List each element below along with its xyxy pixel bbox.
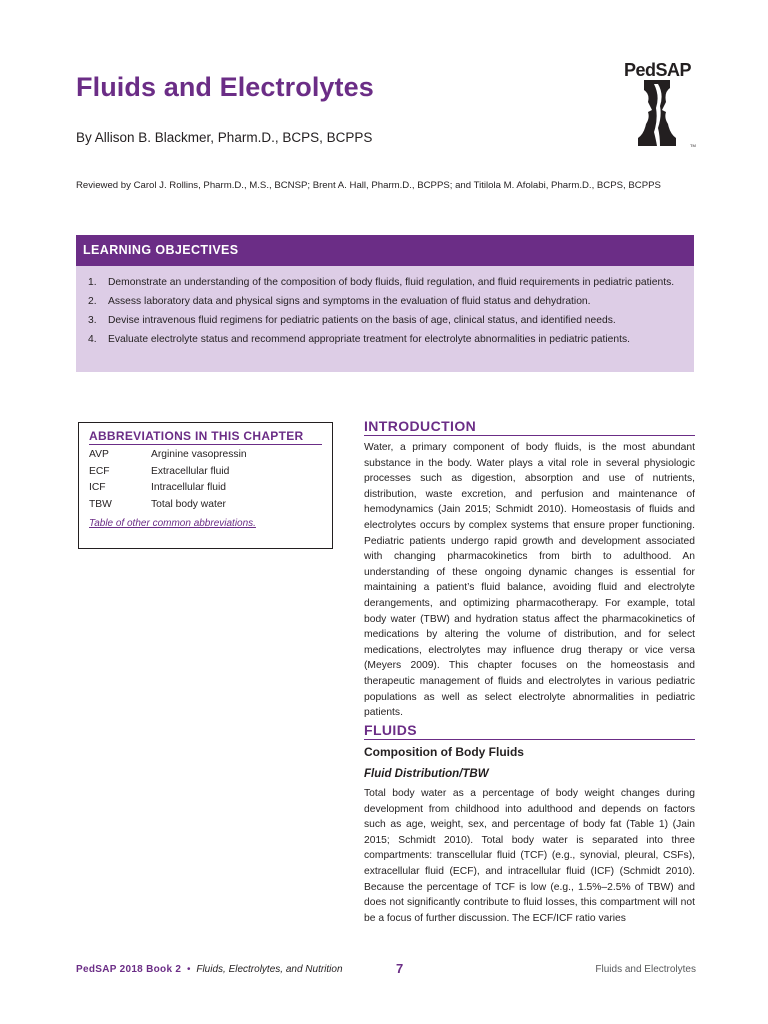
footer-subtitle: Fluids, Electrolytes, and Nutrition	[196, 964, 343, 975]
item-text: Evaluate electrolyte status and recommend appropriate treatment for electrolyte abnormalities in pediatric patients.	[108, 334, 630, 345]
page-number: 7	[396, 961, 404, 976]
learning-objectives-box	[76, 235, 694, 372]
list-item	[88, 275, 684, 290]
abbreviation-meaning: Total body water	[151, 498, 226, 510]
item-text: Demonstrate an understanding of the composition of body fluids, fluid regulation, and fluid requirements in pediatric patients.	[108, 277, 675, 288]
list-item	[88, 313, 684, 328]
fluids-paragraph: Total body water as a percentage of body weight changes during development from childhood into adulthood and depends on factors such as age, weight, sex, and percentage of body fat (Table 1) (Jain 2015; Schmidt 2010). Total body water is separated into three compartments: transcellular fluid (TCF) (e.g., synovial, pleural, CSFs), extracellular fluid (ECF), and intracellular fluid (ICF) (Schmidt 2010). Because the percentage of TCF is low (e.g., 1.5%–2.5% of TBW) and does not significantly contribute to fluid losses, this compartment will not be a focus of further discussion. The ECF/ICF ratio varies	[364, 788, 695, 924]
page-footer	[76, 961, 696, 979]
introduction-heading: INTRODUCTION	[364, 418, 695, 436]
footer-left	[76, 964, 343, 975]
faces-profile-logo-icon	[624, 80, 696, 148]
item-number: 4.	[88, 334, 97, 345]
pedsap-logo	[616, 60, 698, 150]
learning-objectives-list	[76, 266, 694, 372]
abbreviation-row	[89, 497, 322, 514]
item-text: Devise intravenous fluid regimens for pediatric patients on the basis of age, clinical status, and identified needs.	[108, 315, 616, 326]
abbreviation-row	[89, 480, 322, 497]
list-item	[88, 294, 684, 309]
abbreviation-meaning: Intracellular fluid	[151, 482, 226, 493]
author-line: By Allison B. Blackmer, Pharm.D., BCPS, BCPPS	[76, 130, 373, 145]
svg-text:TM: TM	[690, 143, 696, 148]
abbreviation-key: AVP	[89, 449, 109, 460]
abbreviation-meaning: Arginine vasopressin	[151, 449, 247, 460]
item-number: 1.	[88, 277, 97, 288]
list-item	[88, 332, 684, 347]
item-number: 2.	[88, 296, 97, 307]
item-number: 3.	[88, 315, 97, 326]
abbreviations-title: ABBREVIATIONS IN THIS CHAPTER	[89, 429, 322, 445]
learning-objectives-title: LEARNING OBJECTIVES	[76, 235, 694, 266]
abbreviation-key: ICF	[89, 482, 106, 493]
abbreviation-key: ECF	[89, 465, 110, 477]
item-text: Assess laboratory data and physical signs and symptoms in the evaluation of fluid status and dehydration.	[108, 296, 591, 307]
abbreviation-row	[89, 464, 322, 481]
composition-subheading: Composition of Body Fluids	[364, 745, 524, 759]
abbreviations-box	[78, 422, 333, 549]
abbreviation-key: TBW	[89, 498, 112, 510]
reviewers-line: Reviewed by Carol J. Rollins, Pharm.D., M.S., BCNSP; Brent A. Hall, Pharm.D., BCPPS; and Titilola M. Afolabi, Pharm.D., BCPS, BCPPS	[76, 180, 661, 191]
introduction-paragraph: Water, a primary component of body fluids, is the most abundant substance in the body. Water plays a vital role in several physiologic processes such as digestion, absorption and use of nutrients, distribution, waste excretion, and perfusion and maintenance of hemodynamics (Jain 2015; Schmidt 2010). Homeostasis of fluids and electrolytes occurs by complex systems that ensure proper functioning. Pediatric patients undergo rapid growth and development associated with changing pharmacokinetics from birth to adulthood. An understanding of these ongoing dynamic changes is essential for maintaining a patient’s fluid balance, avoiding fluid and electrolyte derangements, and optimizing pharmacotherapy. For example, total body water (TBW) and hydration status affect the pharmacokinetics of medications by altering the volume of distribution, and for select medications, electrolytes may influence drug therapy or vice versa (Meyers 2009). This chapter focuses on the homeostasis and therapeutic management of fluids and electrolytes in various pediatric populations as well as select electrolyte abnormalities in pediatric patients.	[364, 442, 695, 719]
fluids-heading: FLUIDS	[364, 722, 695, 740]
logo-text: PedSAP	[624, 60, 692, 80]
fluid-distribution-subheading: Fluid Distribution/TBW	[364, 768, 489, 780]
abbreviation-row	[89, 447, 322, 464]
footer-chapter-title: Fluids and Electrolytes	[595, 964, 696, 975]
footer-brand: PedSAP 2018 Book 2	[76, 964, 182, 975]
abbreviations-table-link[interactable]: Table of other common abbreviations.	[89, 518, 256, 529]
footer-separator: •	[187, 964, 191, 975]
page-title: Fluids and Electrolytes	[76, 72, 374, 102]
abbreviation-meaning: Extracellular fluid	[151, 465, 230, 477]
